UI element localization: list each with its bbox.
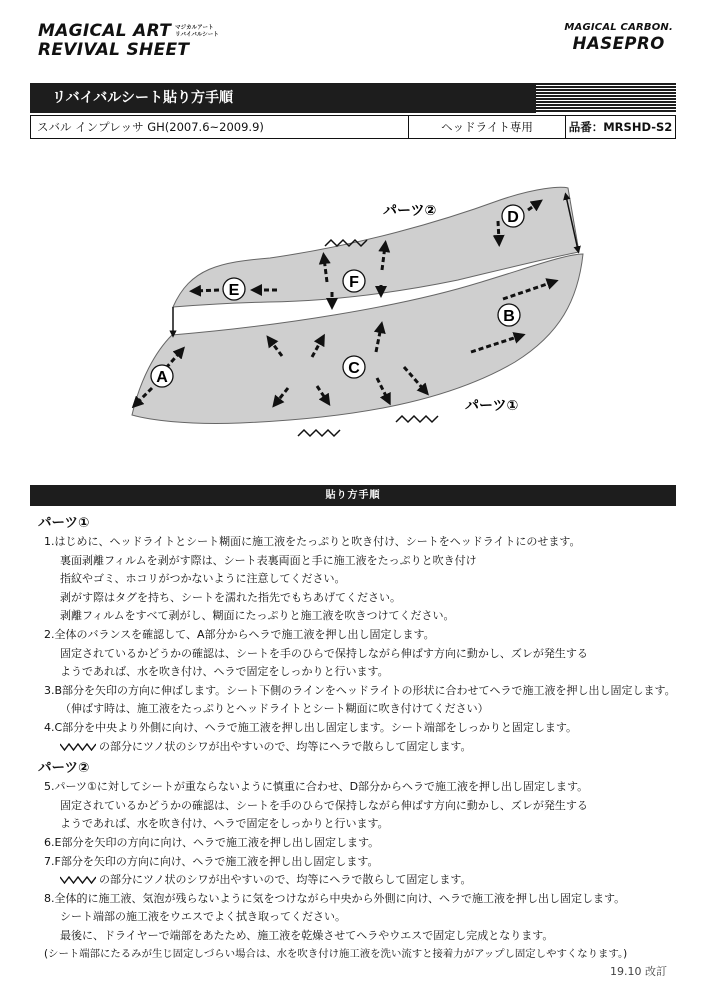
marker-f — [343, 270, 365, 292]
step-7-note-text: の部分にツノ状のシワが出やすいので、均等にヘラで散らして固定します。 — [99, 873, 472, 887]
step-4-note — [38, 738, 688, 757]
section-title-bar: 貼り方手順 — [30, 485, 676, 506]
marker-b — [498, 304, 520, 326]
step-2: 2.全体のバランスを確認して、A部分からヘラで施工液を押し出し固定します。 — [44, 627, 435, 641]
instructions — [38, 513, 688, 964]
part1-heading: パーツ① — [38, 515, 90, 531]
tip-note: (シート端部にたるみが生じ固定しづらい場合は、水を吹き付け施工液を洗い流すと接着力がアップし固定しやすくなります。) — [44, 948, 628, 961]
application-diagram — [100, 175, 600, 445]
marker-c — [343, 356, 365, 378]
step-3: 3.B部分を矢印の方向に伸ばします。シート下側のラインをヘッドライトの形状に合わせてヘラで施工液を押し出し固定します。 — [44, 683, 676, 697]
brand-kana-2: リバイバルシート — [175, 31, 219, 38]
step-1-note-4: 剥離フィルムをすべて剥がし、糊面にたっぷりと施工液を吹きつけてください。 — [60, 609, 455, 623]
step-5-note-2: ようであれば、水を吹き付け、ヘラで固定をしっかりと行います。 — [60, 817, 389, 831]
revision-date: 19.10 改訂 — [610, 965, 667, 978]
step-4: 4.C部分を中央より外側に向け、ヘラで施工液を押し出し固定します。シート端部をしっかりと固定します。 — [44, 720, 577, 734]
marker-d — [502, 205, 524, 227]
brand-logo-left — [38, 22, 219, 60]
brand-right-sub: MAGICAL CARBON. — [564, 22, 673, 33]
brand-logo-right — [564, 22, 673, 53]
step-1-note-1: 裏面剥離フィルムを剥がす際は、シート表裏両面と手に施工液をたっぷりと吹き付け — [60, 553, 477, 567]
wrinkle-mark-bottom-left — [298, 430, 340, 436]
step-4-note-text: の部分にツノ状のシワが出やすいので、均等にヘラで散らして固定します。 — [99, 739, 472, 753]
marker-e — [223, 278, 245, 300]
step-5-note-1: 固定されているかどうかの確認は、シートを手のひらで保持しながら伸ばす方向に動かし、ズレが発生する — [60, 798, 588, 812]
brand-right-logo: HASEPRO — [572, 34, 665, 53]
svg-text:F: F — [349, 274, 359, 291]
title-bar — [30, 83, 676, 113]
step-8-note-2: 最後に、ドライヤーで端部をあたため、施工液を乾燥させてヘラやウエスで固定し完成となります。 — [60, 928, 554, 942]
step-1-note-3: 剥がす際はタグを持ち、シートを濡れた指先でもちあげてください。 — [60, 590, 401, 604]
step-8-note-1: シート端部の施工液をウエスでよく拭き取ってください。 — [60, 910, 346, 924]
step-7-note — [38, 871, 688, 890]
brand-line-1: MAGICAL ART — [38, 21, 172, 41]
step-5: 5.パーツ①に対してシートが重ならないように慎重に合わせ、D部分からヘラで施工液を押し出し固定します。 — [44, 780, 589, 794]
part2-label: パーツ② — [383, 203, 437, 219]
page-title: リバイバルシート貼り方手順 — [52, 90, 233, 106]
title-stripes — [536, 83, 676, 113]
marker-a — [151, 365, 173, 387]
part1-label: パーツ① — [465, 398, 519, 414]
usage-label: ヘッドライト専用 — [409, 116, 566, 138]
step-1-note-2: 指紋やゴミ、ホコリがつかないように注意してください。 — [60, 572, 346, 586]
part-number: 品番：MRSHD-S2 — [568, 120, 673, 134]
brand-kana-1: マジカルアート — [175, 24, 214, 31]
wrinkle-icon — [60, 743, 96, 751]
step-2-note-2: ようであれば、水を吹き付け、ヘラで固定をしっかりと行います。 — [60, 665, 389, 679]
brand-line-2: REVIVAL SHEET — [38, 40, 190, 60]
step-3-note: （伸ばす時は、施工液をたっぷりとヘッドライトとシート糊面に吹き付けてください） — [60, 702, 489, 716]
step-6: 6.E部分を矢印の方向に向け、ヘラで施工液を押し出し固定します。 — [44, 835, 380, 849]
svg-text:B: B — [503, 308, 515, 325]
part2-heading: パーツ② — [38, 760, 90, 777]
svg-text:E: E — [228, 282, 240, 299]
wrinkle-mark-bottom-right — [396, 416, 438, 422]
svg-text:C: C — [348, 360, 360, 377]
step-1: 1.はじめに、ヘッドライトとシート糊面に施工液をたっぷりと吹き付け、シートをヘッドライトにのせます。 — [44, 535, 581, 548]
wrinkle-icon — [60, 876, 96, 884]
vehicle-model: スバル インプレッサ GH(2007.6~2009.9) — [31, 116, 409, 138]
product-info-row — [30, 115, 676, 139]
step-2-note-1: 固定されているかどうかの確認は、シートを手のひらで保持しながら伸ばす方向に動かし、ズレが発生する — [60, 646, 588, 660]
step-8: 8.全体的に施工液、気泡が残らないように気をつけながら中央から外側に向け、ヘラで施工液を押し出し固定します。 — [44, 891, 626, 905]
step-7: 7.F部分を矢印の方向に向け、ヘラで施工液を押し出し固定します。 — [44, 854, 379, 868]
svg-text:A: A — [156, 369, 168, 386]
svg-text:D: D — [507, 209, 519, 226]
